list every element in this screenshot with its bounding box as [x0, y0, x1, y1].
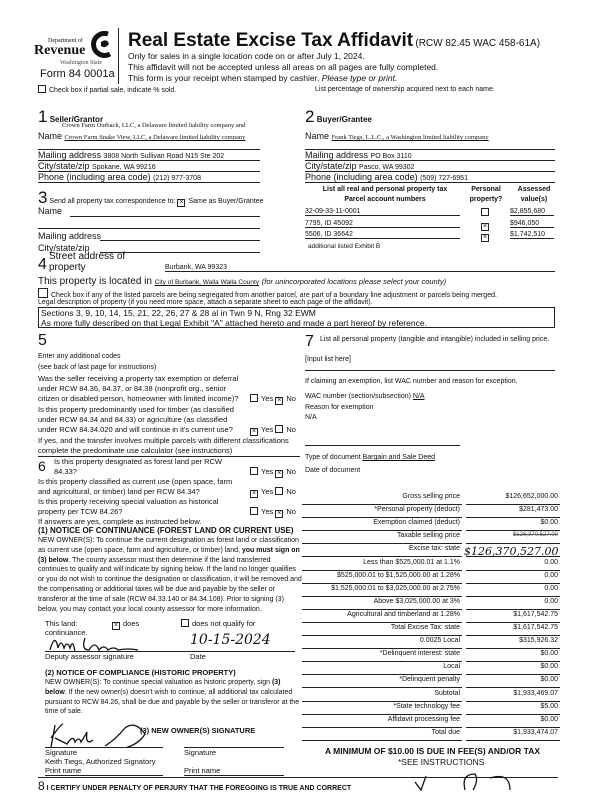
tax-row [300, 585, 562, 598]
notice-compliance-title: (2) NOTICE OF COMPLIANCE (HISTORIC PROPERTY) [45, 668, 236, 677]
assessed-header: Assessed value(s) [517, 186, 551, 203]
sec7-number: 7 [305, 333, 314, 350]
q-current-use: Is this property classified as current use (open space, farm and agricultural, or timber) land per RCW 84.34? [38, 477, 233, 496]
reason-label: Reason for exemption [305, 404, 374, 411]
does-checkbox[interactable]: × does [113, 619, 140, 629]
tax-row-value[interactable]: $1,933,469.07 [466, 690, 560, 702]
tax-row-label: Affidavit processing fee [302, 716, 462, 728]
personal-property-label: List all personal property (tangible and intangible) included in selling price. [320, 336, 550, 343]
does-not-qualify-checkbox[interactable]: does not qualify for [181, 619, 255, 628]
tax-row-value[interactable]: $1,617,542.75 [466, 611, 560, 623]
tax-row-label: 0.0025 Local [302, 637, 462, 649]
seller-city-field[interactable]: City/state/zip Spokane, WA 99216 [38, 161, 260, 172]
owner-signature-line[interactable]: Signature Keith Tiegs, Authorized Signatory Print name [45, 747, 163, 776]
q-exemption-answer[interactable]: Yes × No [250, 394, 296, 405]
q-historic: Is this property receiving special valuation as historical property per TCW 84.26? [38, 497, 219, 516]
legal-description-field[interactable]: Sections 3, 9, 10, 14, 15, 21, 22, 26, 27 & 28 al in Twn 9 N, Rng 32 EWM As more fully described on that Legal Exhibit "A" attached hereto and made a part hereof by reference. [38, 307, 555, 328]
tax-row-value[interactable]: $0.00 [466, 663, 560, 675]
subtitle-line: This form is your receipt when stamped by cashier. Please type or print. [128, 73, 398, 83]
additional-parcels: additional listed Exhibit B [308, 243, 381, 250]
seller-name-line1: Crown Farm Outback, LLC, a Delaware limited liability company and [62, 122, 246, 129]
continuance-label: continuance. [45, 628, 88, 637]
sec8-heading: 8 I CERTIFY UNDER PENALTY OF PERJURY THAT THE FOREGOING IS TRUE AND CORRECT [38, 779, 352, 793]
tax-row-label: Local [302, 663, 462, 675]
tax-row-value[interactable]: $1,933,474.07 [466, 729, 560, 741]
tax-row-label: Exemption claimed (deduct) [302, 519, 462, 531]
rcw-cite: (RCW 82.45 WAC 458-61A) [415, 38, 541, 49]
tax-row-label: Gross selling price [302, 493, 462, 505]
tax-row-label: *Personal property (deduct) [302, 506, 462, 518]
assessed-value[interactable]: $946,050 [510, 220, 554, 228]
parcel-number[interactable]: 32-09-33-11-0001 [305, 208, 460, 216]
page-title: Real Estate Excise Tax Affidavit [128, 30, 414, 51]
handwritten-taxable-price: $126,370,527.00 [464, 545, 559, 558]
sec3-mail-input[interactable] [100, 231, 260, 241]
assessed-value[interactable]: $2,855,680 [510, 208, 554, 216]
sec3-mail-label: Mailing address [38, 231, 102, 241]
exemption-note: If claiming an exemption, list WAC number and reason for exception. [305, 378, 518, 385]
located-row: This property is located in City of Burbank, Walla Walla County (for unincorporated locations please select your county) [38, 276, 447, 287]
dept-label: Department of [48, 38, 83, 44]
tax-row-value[interactable]: $126,370,527.00 [466, 532, 560, 544]
buyer-heading: 2 Buyer/Grantee [305, 107, 372, 126]
tax-row-label: Agricultural and timberland at 1.28% [302, 611, 462, 623]
divider [305, 445, 460, 446]
tax-row [300, 650, 562, 663]
q-forest: Is this property designated as forest land per RCW 84.33? [54, 457, 222, 476]
seller-name-field[interactable]: Name Crown Farm Snake View, LLC, a Delaware limited liability company [38, 131, 246, 141]
q-forest-answer[interactable]: Yes × No [250, 467, 296, 478]
if-yes-note: If answers are yes, complete as instructed below. [38, 517, 202, 526]
calculator-note: If yes, and the transfer involves multiple parcels with different classifications complete the predominate use calculator (see instructions) [38, 436, 300, 457]
tax-row-value[interactable]: $126,652,000.00 [466, 493, 560, 505]
tax-row-label: $1,525,000.01 to $3,025,000.00 at 2.75% [302, 585, 462, 597]
sec5-number: 5 [38, 332, 47, 349]
tax-row [300, 716, 562, 729]
tax-row-value[interactable]: $0.00 [466, 716, 560, 728]
buyer-mailing-field[interactable]: Mailing address PO Box 3110 [305, 150, 555, 161]
q-historic-answer[interactable]: Yes × No [250, 507, 296, 518]
tax-row [300, 572, 562, 585]
subtitle-line: Only for sales in a single location code on or after July 1, 2024. [128, 51, 365, 61]
new-owner-signature-title: (3) NEW OWNER(S) SIGNATURE [140, 726, 256, 735]
tax-row-value[interactable]: 0.00 [466, 585, 560, 597]
buyer-phone-field[interactable]: Phone (including area code) (509) 727-6951 [305, 172, 555, 183]
buyer-name-field[interactable]: Name Frank Tiegs, L.L.C., a Washington limited liability company [305, 131, 489, 141]
tax-row-label: Total Excise Tax: state [302, 624, 462, 636]
tax-row [300, 519, 562, 532]
tax-row [300, 506, 562, 519]
reason-value[interactable]: N/A [305, 414, 317, 421]
sec3-city-label: City/state/zip [38, 243, 90, 253]
personal-property-checkbox[interactable]: × [482, 234, 488, 241]
sec3-name-input[interactable] [70, 206, 260, 217]
form-number: Form 84 0001a [40, 68, 115, 80]
tax-row-value[interactable]: $0.00 [466, 676, 560, 688]
tax-row-label: *Delinquent penalty [302, 676, 462, 688]
tax-row-value[interactable]: $0.00 [466, 519, 560, 531]
q-exemption: Was the seller receiving a property tax exemption or deferral under RCW 84.36, 84.37, or 84.38 (nonprofit org., senior citizen or disabled person, homeowner with limited income)? [38, 374, 239, 403]
parcel-header: List all real and personal property tax Parcel account numbers [322, 186, 448, 203]
parcel-number[interactable]: 5506, ID 36642 [305, 231, 460, 239]
tax-row [300, 559, 562, 572]
seller-mailing-field[interactable]: Mailing address 3808 North Sullivan Road N15 Ste 202 [38, 150, 260, 161]
tax-row [300, 729, 562, 742]
subtitle-line: This affidavit will not be accepted unless all areas on all pages are fully completed. [128, 62, 439, 72]
segregate-checkbox[interactable]: Check box if any of the listed parcels are being segregated from another parcel, are part of a boundary line adjustment or parcels being merged. [38, 288, 497, 299]
q-timber: Is this property predominantly used for timber (as classified under RCW 84.34 and 84.33) or agriculture (as classified under RCW 84.34.020 and will continue in it's current use? [38, 405, 234, 434]
legal-label: Legal description of property (if you need more space, attach a separate sheet to each page of the affidavit). [38, 299, 373, 306]
tax-row-label: Less than $525,000.01 at 1.1% [302, 559, 462, 571]
q-current-use-answer[interactable]: × Yes No [251, 487, 296, 497]
tax-row [300, 611, 562, 624]
tax-row-value[interactable]: $1,617,542.75 [466, 624, 560, 636]
tax-row [300, 598, 562, 611]
parcel-number[interactable]: 7795, ID 45092 [305, 220, 460, 228]
tax-row-value[interactable]: $0.00 [466, 650, 560, 662]
tax-row-value[interactable]: $5.00 [466, 703, 560, 715]
q-timber-answer[interactable]: × Yes No [251, 425, 296, 435]
tax-row-label: Taxable selling price [302, 532, 462, 544]
tax-row [300, 663, 562, 676]
notice-compliance-text: NEW OWNER(S): To continue special valuation as historic property, sign (3) below. If the new owner(s) doesn't wish to continue, all additional tax calculated pursuant to RCW 84.26, shall be due and payable by the seller or transferor at the time of sale. [45, 679, 300, 716]
personal-header: Personal property? [469, 186, 503, 203]
see-instructions: *SEE INSTRUCTIONS [398, 757, 485, 767]
sec4-number: 4 [38, 256, 47, 273]
codes-label: Enter any additional codes (see back of last page for instructions) [38, 353, 157, 371]
tax-row-value[interactable]: 0.00 [466, 559, 560, 571]
tax-row [300, 532, 562, 545]
notice-continuance-title: (1) NOTICE OF CONTINUANCE (FOREST LAND OR CURRENT USE) [38, 526, 294, 535]
tax-row [300, 676, 562, 689]
wac-field[interactable]: WAC number (section/subsection) N/A [305, 393, 425, 400]
owner-signature-icon [45, 720, 180, 748]
state-label: Washington State [60, 60, 103, 66]
percent-note: List percentage of ownership acquired next to each name. [315, 86, 495, 93]
assessor-date: 10-15-2024 [190, 632, 271, 648]
personal-property-input[interactable]: [Input list here] [305, 356, 351, 363]
certify-signature-icon [410, 772, 530, 791]
seller-heading: 1 Seller/Grantor [38, 107, 104, 126]
tax-row-value[interactable]: 0.00 [466, 598, 560, 610]
seller-phone-field[interactable]: Phone (including area code) (212) 977-3708 [38, 172, 260, 183]
tax-row [300, 637, 562, 650]
tax-row-label: Excise tax: state [302, 545, 462, 557]
tax-row [300, 624, 562, 637]
tax-row-value[interactable]: $315,926.32 [466, 637, 560, 649]
tax-row [300, 493, 562, 506]
tax-row [300, 703, 562, 716]
tax-row-value[interactable]: 0.00 [466, 572, 560, 584]
assessed-value[interactable]: $1,742,510 [510, 231, 554, 239]
divider [118, 28, 119, 84]
doc-date-label: Date of document [305, 467, 361, 474]
dor-logo-icon [88, 30, 114, 58]
sec3-name-input-2[interactable] [38, 218, 260, 229]
notice-continuance-text: NEW OWNER(S): To continue the current designation as forest land or classification as current use (open space, farm and agriculture, or timber) land, you must sign on (3) below. The county assessor must then determine if the land transferred continues to qualify and will indicate by signing below. If the land no longer qualifies or you do not wish to continue the designation or classification, it will be removed and the compensating or additional taxes will be due and payable by the seller or transferor at the time of sale (RCW 84.33.140 or 84.34.108). Prior to signing (3) below, you may contact your local county assessor for more information. [38, 537, 302, 613]
sec6-number: 6 [38, 458, 46, 474]
minimum-due-note: A MINIMUM OF $10.00 IS DUE IN FEE(S) AND/OR TAX [325, 746, 541, 756]
divider [305, 370, 555, 371]
tax-row-label: Subtotal [302, 690, 462, 702]
tax-row-label: Above $3,025,000.00 at 3% [302, 598, 462, 610]
tax-row [300, 690, 562, 703]
title-row [128, 30, 540, 52]
assessor-signature-line[interactable]: Deputy assessor signature Date [45, 651, 295, 661]
personal-property-checkbox[interactable]: × [482, 222, 488, 230]
tax-row-label: $525,000.01 to $1,525,000.00 at 1.28% [302, 572, 462, 584]
this-land-label: This land: [45, 619, 78, 628]
tax-row-label: *State technology fee [302, 703, 462, 715]
logo-text: Revenue [34, 43, 86, 58]
tax-row-value[interactable]: $281,473.00 [466, 506, 560, 518]
doc-type-field[interactable]: Type of document Bargain and Sale Deed [305, 454, 435, 461]
tax-row-label: *Delinquent interest: state [302, 650, 462, 662]
tax-row-label: Total due [302, 729, 462, 741]
personal-property-checkbox[interactable] [481, 208, 492, 217]
sec3-heading: 3 Send all property tax correspondence to: × Same as Buyer/Grantee [38, 188, 264, 207]
partial-sale-checkbox[interactable]: Check box if partial sale, indicate % sold. [38, 85, 176, 94]
street-input[interactable]: Burbank, WA 99323 [165, 264, 555, 272]
buyer-city-field[interactable]: City/state/zip Pasco, WA 99302 [305, 161, 555, 172]
sec3-name-label: Name [38, 206, 63, 216]
street-label: Street address of property [49, 251, 126, 273]
owner2-signature-line[interactable]: Signature Print name [184, 747, 284, 776]
